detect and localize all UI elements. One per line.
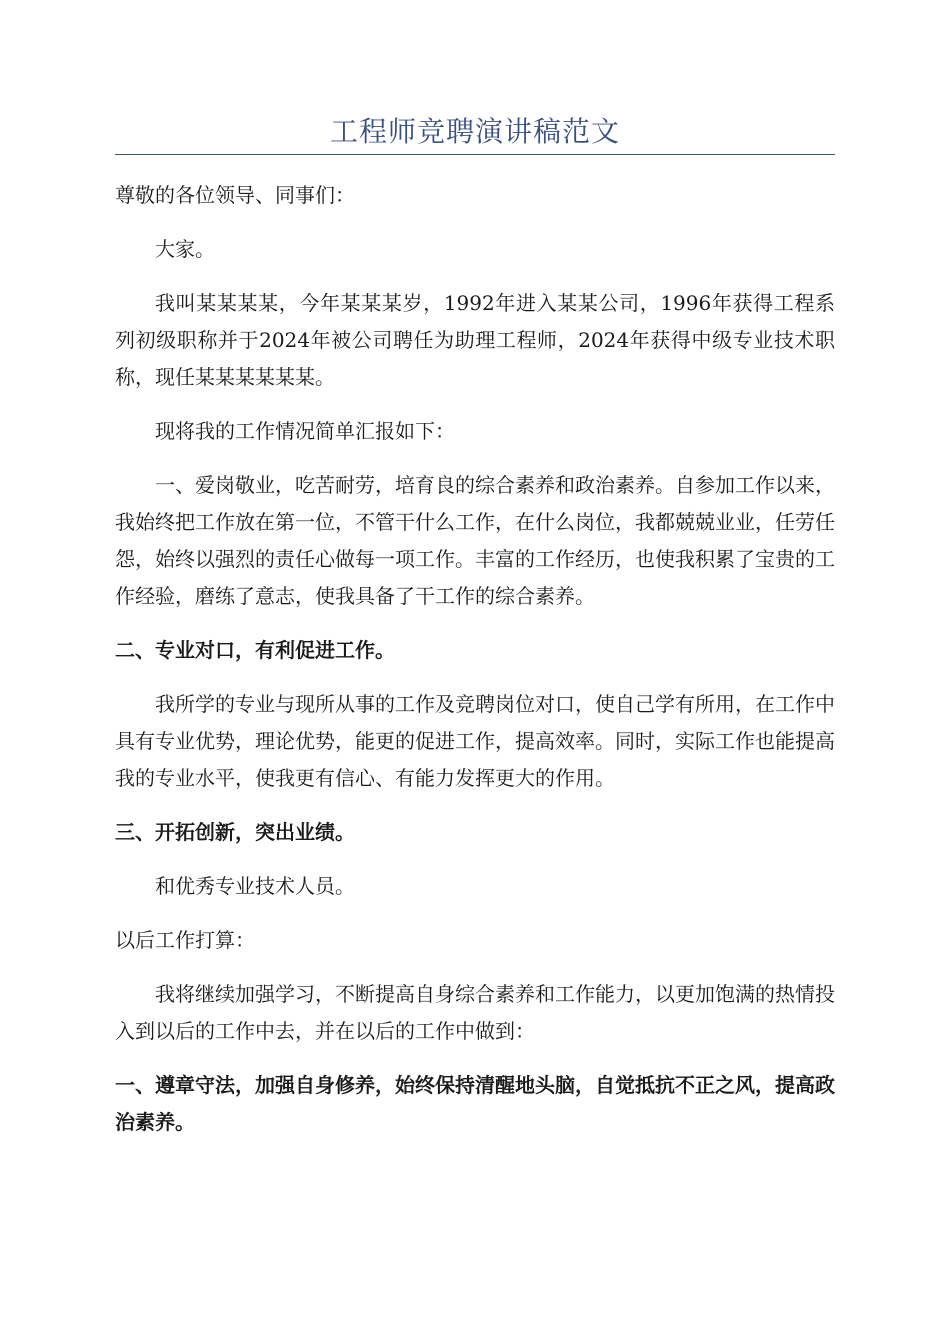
report-intro-paragraph: 现将我的工作情况简单汇报如下： xyxy=(155,419,455,443)
future-plans-heading: 以后工作打算： xyxy=(115,928,255,952)
introduction-paragraph: 我叫某某某某，今年某某某岁，1992年进入某某公司，1996年获得工程系列初级职称并于2024年被公司聘任为助理工程师，2024年获得中级专业技术职称，现任某某某某某某。 xyxy=(115,291,835,389)
section-three-paragraph: 和优秀专业技术人员。 xyxy=(155,874,355,898)
document-body xyxy=(115,177,835,1141)
plan-one-heading: 一、遵章守法，加强自身修养，始终保持清醒地头脑，自觉抵抗不正之风，提高政治素养。 xyxy=(115,1073,835,1134)
document-title: 工程师竞聘演讲稿范文 xyxy=(329,115,620,148)
section-three-heading: 三、开拓创新，突出业绩。 xyxy=(115,820,355,844)
greeting-paragraph: 大家。 xyxy=(155,237,215,261)
future-plans-paragraph: 我将继续加强学习，不断提高自身综合素养和工作能力，以更加饱满的热情投入到以后的工作中去，并在以后的工作中做到： xyxy=(115,982,835,1043)
document-page xyxy=(115,0,835,1158)
section-two-heading: 二、专业对口，有利促进工作。 xyxy=(115,638,395,662)
title-underline xyxy=(115,154,835,155)
salutation-paragraph: 尊敬的各位领导、同事们： xyxy=(115,183,355,207)
section-two-paragraph: 我所学的专业与现所从事的工作及竞聘岗位对口，使自己学有所用，在工作中具有专业优势，理论优势，能更的促进工作，提高效率。同时，实际工作也能提高我的专业水平，使我更有信心、有能力发挥更大的作用。 xyxy=(115,692,835,790)
section-one-paragraph: 一、爱岗敬业，吃苦耐劳，培育良的综合素养和政治素养。自参加工作以来，我始终把工作放在第一位，不管干什么工作，在什么岗位，我都兢兢业业，任劳任怨，始终以强烈的责任心做每一项工作。丰富的工作经历，也使我积累了宝贵的工作经验，磨练了意志，使我具备了干工作的综合素养。 xyxy=(115,473,835,608)
